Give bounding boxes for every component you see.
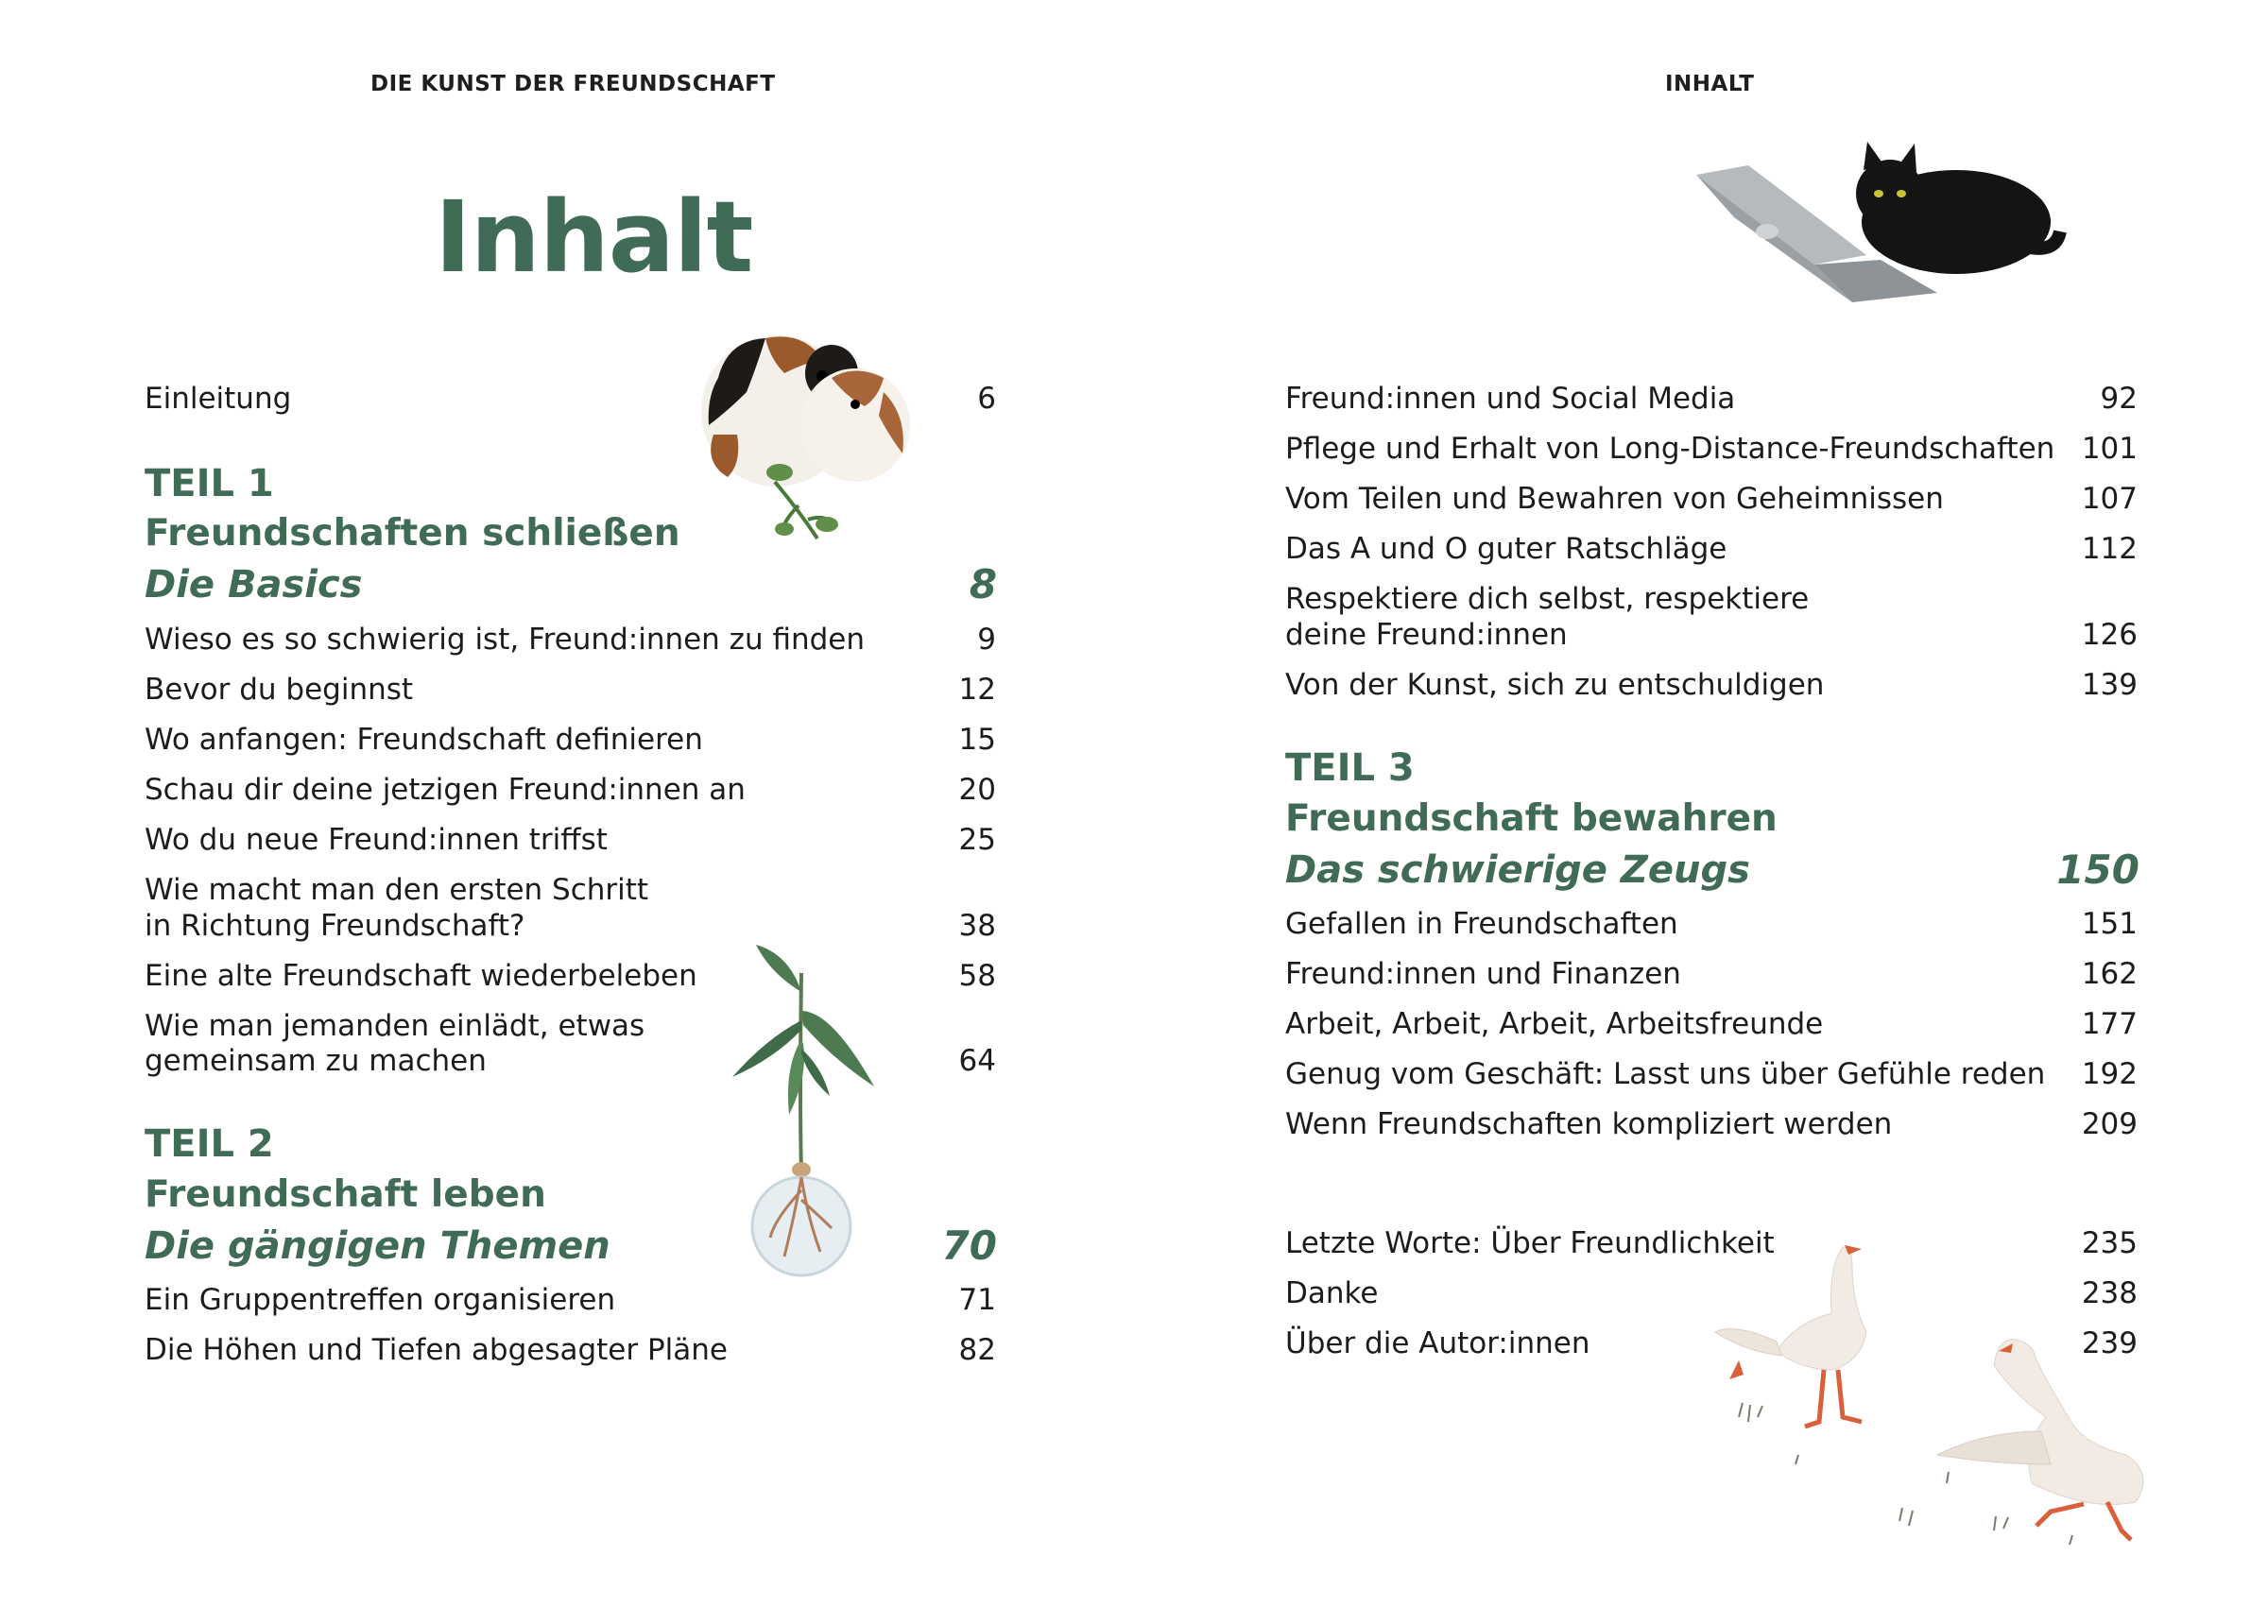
toc-page-number: 58 [958,959,996,993]
running-head-left: DIE KUNST DER FREUNDSCHAFT [370,72,776,96]
toc-entry[interactable]: Freund:innen und Finanzen [1285,957,1681,991]
part-3-label: TEIL 3 [1285,746,1415,790]
part-3-title[interactable]: Freundschaft bewahren [1285,797,1778,840]
page-title: Inhalt [435,179,753,295]
toc-entry-line-2[interactable]: in Richtung Freundschaft? [145,909,525,943]
toc-entry[interactable]: Pflege und Erhalt von Long-Distance-Freundschaften [1285,432,2055,466]
toc-entry[interactable]: Von der Kunst, sich zu entschuldigen [1285,668,1825,702]
toc-page-number: 92 [2100,382,2138,416]
toc-entry[interactable]: Über die Autor:innen [1285,1326,1590,1360]
part-3-subtitle: Das schwierige Zeugs [1285,848,1750,892]
toc-page-number: 139 [2081,668,2138,702]
toc-page-number: 238 [2081,1276,2138,1310]
part-1-title[interactable]: Freundschaften schließen [145,512,680,555]
guinea-pigs-illustration [690,321,917,557]
toc-entry[interactable]: Gefallen in Freundschaften [1285,907,1678,941]
part-1-page-number: 8 [969,561,997,607]
toc-entry[interactable]: Die Höhen und Tiefen abgesagter Pläne [145,1333,728,1367]
toc-entry-einleitung[interactable]: Einleitung [145,382,292,416]
toc-page-number: 239 [2081,1326,2138,1360]
toc-entry[interactable]: Vom Teilen und Bewahren von Geheimnissen [1285,482,1944,516]
toc-page-number: 64 [958,1044,996,1078]
toc-page-number: 107 [2081,482,2138,516]
toc-page-number: 38 [958,909,996,943]
toc-page-number: 192 [2081,1057,2138,1091]
part-2-subtitle: Die gängigen Themen [145,1224,610,1268]
toc-page-number: 71 [958,1283,996,1317]
toc-page-number: 235 [2081,1226,2138,1260]
toc-page-number: 162 [2081,957,2138,991]
toc-entry[interactable]: Das A und O guter Ratschläge [1285,532,1727,566]
toc-page-number: 15 [958,723,996,757]
part-2-title[interactable]: Freundschaft leben [145,1173,546,1216]
toc-page-number: 112 [2081,532,2138,566]
geese-illustration [1710,1228,2183,1587]
toc-entry[interactable]: Wo du neue Freund:innen triffst [145,823,608,857]
toc-entry[interactable]: Letzte Worte: Über Freundlichkeit [1285,1226,1775,1260]
toc-entry[interactable]: Wenn Freundschaften kompliziert werden [1285,1107,1893,1141]
part-2-label: TEIL 2 [145,1122,274,1166]
toc-entry-line-2[interactable]: gemeinsam zu machen [145,1044,487,1078]
running-head-right: INHALT [1665,72,1755,96]
toc-page-number: 20 [958,773,996,807]
toc-entry[interactable]: Bevor du beginnst [145,673,414,707]
right-page [1134,0,2268,1624]
part-1-subtitle: Die Basics [145,563,363,607]
toc-entry[interactable]: Arbeit, Arbeit, Arbeit, Arbeitsfreunde [1285,1007,1824,1041]
toc-page-number: 82 [958,1333,996,1367]
toc-entry-line-1[interactable]: Respektiere dich selbst, respektiere [1285,582,1810,616]
toc-page-number: 209 [2081,1107,2138,1141]
toc-page-number: 101 [2081,432,2138,466]
toc-page-number: 25 [958,823,996,857]
toc-page-number: 6 [977,382,996,416]
toc-entry-line-1[interactable]: Wie macht man den ersten Schritt [145,873,649,907]
toc-page-number: 126 [2081,618,2138,652]
toc-entry[interactable]: Danke [1285,1276,1379,1310]
toc-entry[interactable]: Eine alte Freundschaft wiederbeleben [145,959,697,993]
toc-page-number: 9 [977,623,996,657]
toc-entry[interactable]: Wieso es so schwierig ist, Freund:innen zu finden [145,623,866,657]
toc-page-number: 12 [958,673,996,707]
toc-entry[interactable]: Schau dir deine jetzigen Freund:innen an [145,773,746,807]
toc-entry[interactable]: Wo anfangen: Freundschaft definieren [145,723,703,757]
cat-on-laptop-illustration [1692,142,2070,312]
toc-entry[interactable]: Ein Gruppentreffen organisieren [145,1283,616,1317]
toc-entry-line-2[interactable]: deine Freund:innen [1285,618,1568,652]
toc-entry[interactable]: Freund:innen und Social Media [1285,382,1736,416]
toc-page-number: 177 [2081,1007,2138,1041]
toc-entry[interactable]: Genug vom Geschäft: Lasst uns über Gefühle reden [1285,1057,2046,1091]
part-1-label: TEIL 1 [145,462,274,505]
toc-page-number: 151 [2081,907,2138,941]
part-2-page-number: 70 [941,1222,997,1269]
part-3-page-number: 150 [2056,846,2139,893]
toc-entry-line-1[interactable]: Wie man jemanden einlädt, etwas [145,1009,645,1043]
